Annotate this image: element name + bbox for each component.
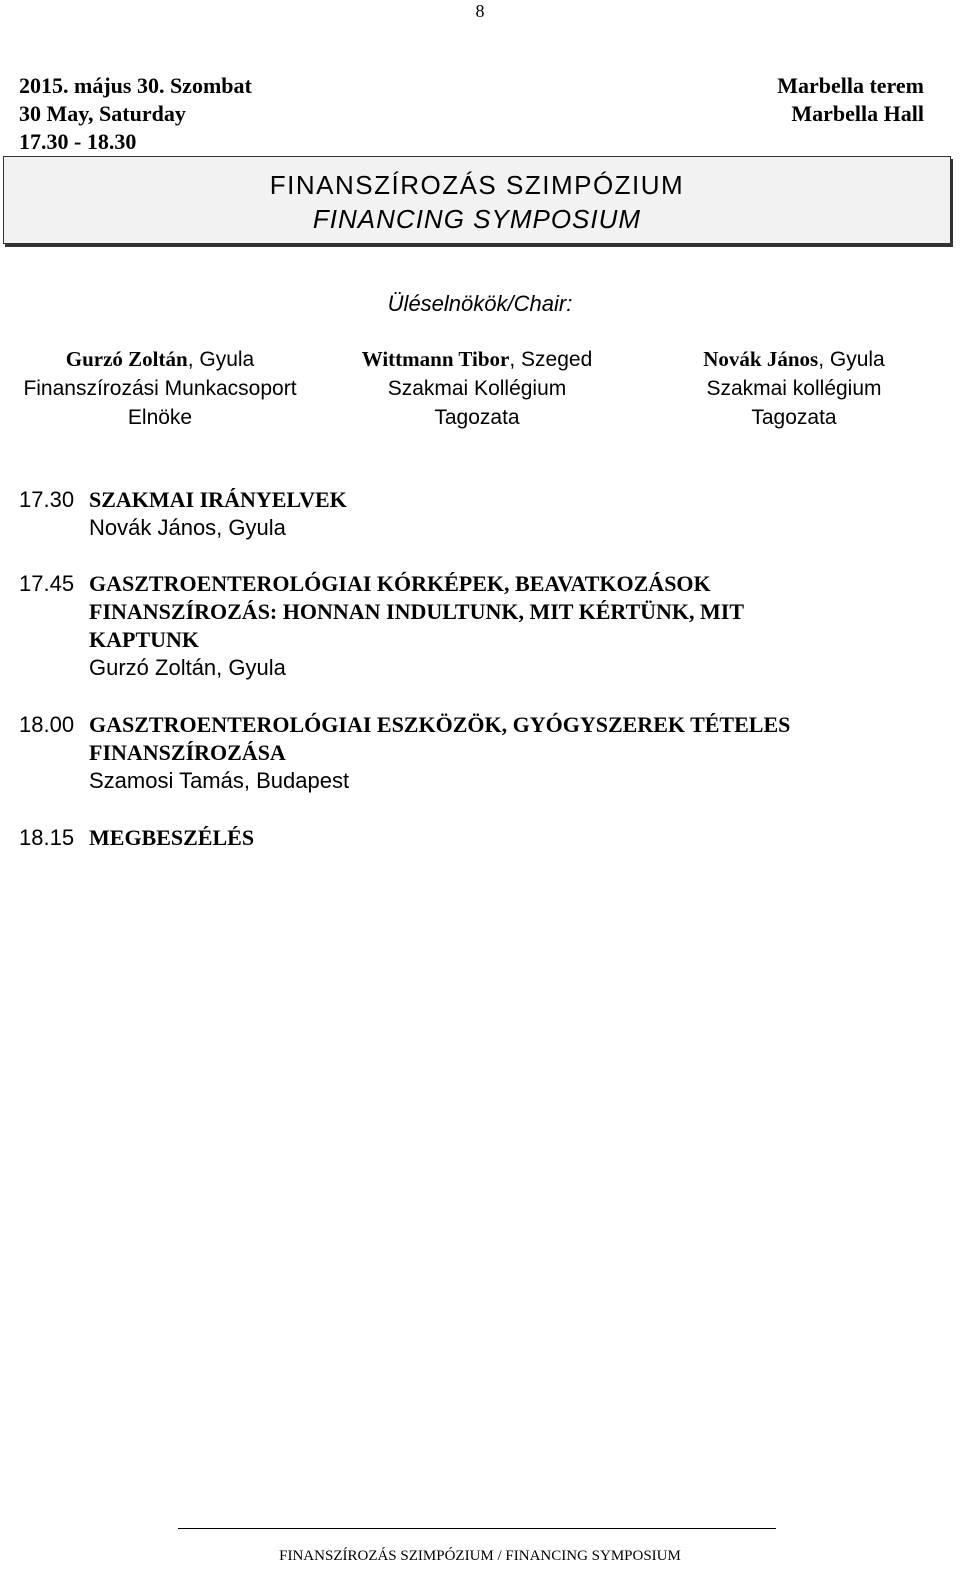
symposium-banner <box>3 156 951 244</box>
chair-role: Szakmai Kollégium <box>387 377 567 400</box>
chair-city: , Szeged <box>509 348 593 371</box>
chair-name: Gurzó Zoltán <box>65 347 188 371</box>
program-time: 17.30 <box>19 487 75 512</box>
page-number: 8 <box>475 1 485 21</box>
program-time: 18.15 <box>19 825 75 850</box>
session-date-time <box>19 72 252 156</box>
session-room <box>777 72 924 128</box>
program-item <box>19 570 919 682</box>
chair-role: Szakmai kollégium <box>706 377 882 400</box>
footer-divider <box>178 1528 776 1529</box>
room-english: Marbella Hall <box>791 101 924 126</box>
program-item <box>19 486 919 542</box>
chair-city: , Gyula <box>187 348 255 371</box>
room-hungarian: Marbella terem <box>777 73 924 98</box>
chair-person <box>0 345 320 432</box>
program-title: MEGBESZÉLÉS <box>89 825 255 850</box>
program-speaker: Gurzó Zoltán, Gyula <box>89 655 286 680</box>
chair-person <box>317 345 637 432</box>
program-time: 17.45 <box>19 571 75 596</box>
date-hungarian: 2015. május 30. Szombat <box>19 73 252 98</box>
chairs-label: Üléselnökök/Chair: <box>387 291 573 316</box>
date-english: 30 May, Saturday <box>19 101 186 126</box>
program-speaker: Szamosi Tamás, Budapest <box>89 768 350 793</box>
program-item <box>19 824 919 852</box>
chair-city: , Gyula <box>818 348 885 371</box>
symposium-subtitle: FINANCING SYMPOSIUM <box>312 204 642 234</box>
program-title: GASZTROENTEROLÓGIAI KÓRKÉPEK, BEAVATKOZÁSOK FINANSZÍROZÁS: HONNAN INDULTUNK, MIT KÉRTÜNK, MIT KAPTUNK <box>89 571 744 652</box>
session-time: 17.30 - 18.30 <box>19 129 137 154</box>
chair-name: Wittmann Tibor <box>361 347 510 371</box>
program-title: GASZTROENTEROLÓGIAI ESZKÖZÖK, GYÓGYSZEREK TÉTELES FINANSZÍROZÁSA <box>89 712 791 765</box>
chair-person <box>634 345 954 432</box>
chair-role-cont: Tagozata <box>434 406 520 429</box>
chair-role-cont: Tagozata <box>751 406 837 429</box>
footer-text: FINANSZÍROZÁS SZIMPÓZIUM / FINANCING SYMPOSIUM <box>279 1548 681 1564</box>
chair-name: Novák János <box>703 347 819 371</box>
chair-role: Finanszírozási Munkacsoport <box>23 377 297 400</box>
program-item <box>19 711 919 795</box>
program-title: SZAKMAI IRÁNYELVEK <box>89 487 347 512</box>
program-speaker: Novák János, Gyula <box>89 515 286 540</box>
program-time: 18.00 <box>19 712 75 737</box>
chair-role-cont: Elnöke <box>127 406 193 429</box>
symposium-title: FINANSZÍROZÁS SZIMPÓZIUM <box>269 170 685 200</box>
